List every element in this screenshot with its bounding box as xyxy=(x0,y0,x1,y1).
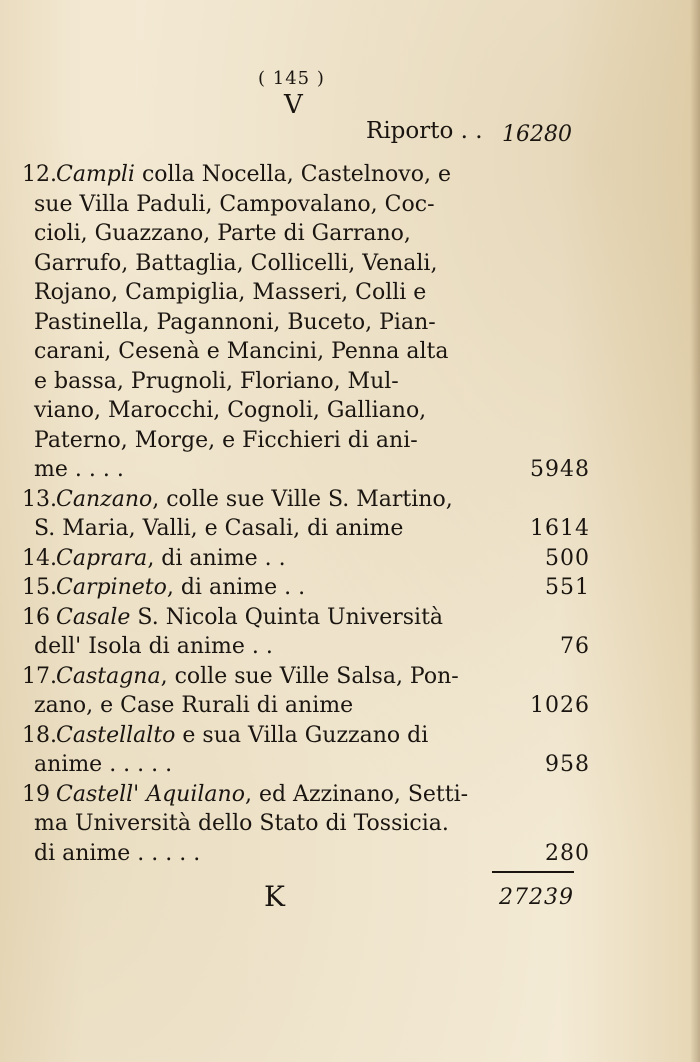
entry-number: 12. xyxy=(22,162,57,187)
entry-line: S. Nicola Quinta Università xyxy=(137,604,444,630)
place-name: Castell' Aquilano xyxy=(56,781,245,807)
entry-number: 18. xyxy=(22,722,57,748)
entry-line: Paterno, Morge, e Ficchieri di ani- xyxy=(34,427,418,453)
sum-rule xyxy=(492,871,574,873)
entry-17 xyxy=(22,662,590,721)
population-value: 958 xyxy=(545,752,590,777)
place-name: Caprara xyxy=(56,545,148,571)
entry-number: 16 xyxy=(22,604,50,630)
entry-16 xyxy=(22,603,590,662)
population-value: 551 xyxy=(545,575,590,600)
entry-number: 15. xyxy=(22,575,57,600)
entry-line: anime . . . . . xyxy=(34,752,173,777)
population-value: 1614 xyxy=(530,516,590,541)
entry-line: Rojano, Campiglia, Masseri, Colli e xyxy=(34,280,427,305)
place-name: Casale xyxy=(56,604,131,630)
signature-mark-bottom: K xyxy=(264,880,285,913)
entry-12 xyxy=(22,160,590,485)
entry-line: viano, Marocchi, Cognoli, Galliano, xyxy=(34,398,427,423)
entry-13 xyxy=(22,485,590,544)
entry-line: colla Nocella, Castelnovo, e xyxy=(141,162,451,187)
entry-line: me . . . . xyxy=(34,457,124,482)
entry-line: Garrufo, Battaglia, Collicelli, Venali, xyxy=(34,250,438,276)
population-value: 1026 xyxy=(530,693,590,718)
entry-line: e bassa, Prugnoli, Floriano, Mul- xyxy=(34,368,399,394)
entry-number: 19 xyxy=(22,781,50,807)
entry-line: di anime . . . . . xyxy=(34,840,201,866)
total-value: 27239 xyxy=(499,885,574,910)
entry-line: carani, Cesenà e Mancini, Penna alta xyxy=(34,339,449,364)
entry-line: sue Villa Paduli, Campovalano, Coc- xyxy=(34,191,435,217)
entry-number: 17. xyxy=(22,663,57,689)
place-name: Canzano xyxy=(56,486,153,512)
entry-number: 13. xyxy=(22,486,57,512)
place-name: Campli xyxy=(56,162,135,187)
entry-list xyxy=(22,160,590,868)
entry-line: , di anime . . xyxy=(166,575,306,600)
entry-number: 14. xyxy=(22,545,57,571)
population-value: 500 xyxy=(545,545,590,571)
entry-line: , colle sue Ville Salsa, Pon- xyxy=(160,663,459,689)
entry-line: Pastinella, Pagannoni, Buceto, Pian- xyxy=(34,309,436,335)
entry-18 xyxy=(22,721,590,780)
page-number: ( 145 ) xyxy=(258,68,325,89)
riporto-label: Riporto . . xyxy=(366,118,483,144)
entry-line: , ed Azzinano, Setti- xyxy=(244,781,469,807)
place-name: Castagna xyxy=(56,663,161,689)
signature-mark-top: V xyxy=(284,90,303,120)
riporto-value: 16280 xyxy=(502,122,572,147)
place-name: Carpineto xyxy=(56,575,167,600)
population-value: 76 xyxy=(560,634,590,659)
entry-14 xyxy=(22,544,590,574)
entry-19 xyxy=(22,780,590,869)
population-value: 5948 xyxy=(530,457,590,482)
entry-15 xyxy=(22,573,590,603)
entry-line: , di anime . . xyxy=(147,545,286,571)
entry-line: , colle sue Ville S. Martino, xyxy=(152,486,453,512)
entry-line: ma Università dello Stato di Tossicia. xyxy=(34,811,449,836)
entry-line: zano, e Case Rurali di anime xyxy=(34,693,354,718)
entry-line: e sua Villa Guzzano di xyxy=(182,722,429,748)
entry-line: S. Maria, Valli, e Casali, di anime xyxy=(34,516,404,541)
entry-line: dell' Isola di anime . . xyxy=(34,634,273,659)
place-name: Castellalto xyxy=(56,722,176,748)
entry-line: cioli, Guazzano, Parte di Garrano, xyxy=(34,221,411,246)
population-value: 280 xyxy=(545,840,590,866)
page-edge-shadow xyxy=(690,0,700,1062)
